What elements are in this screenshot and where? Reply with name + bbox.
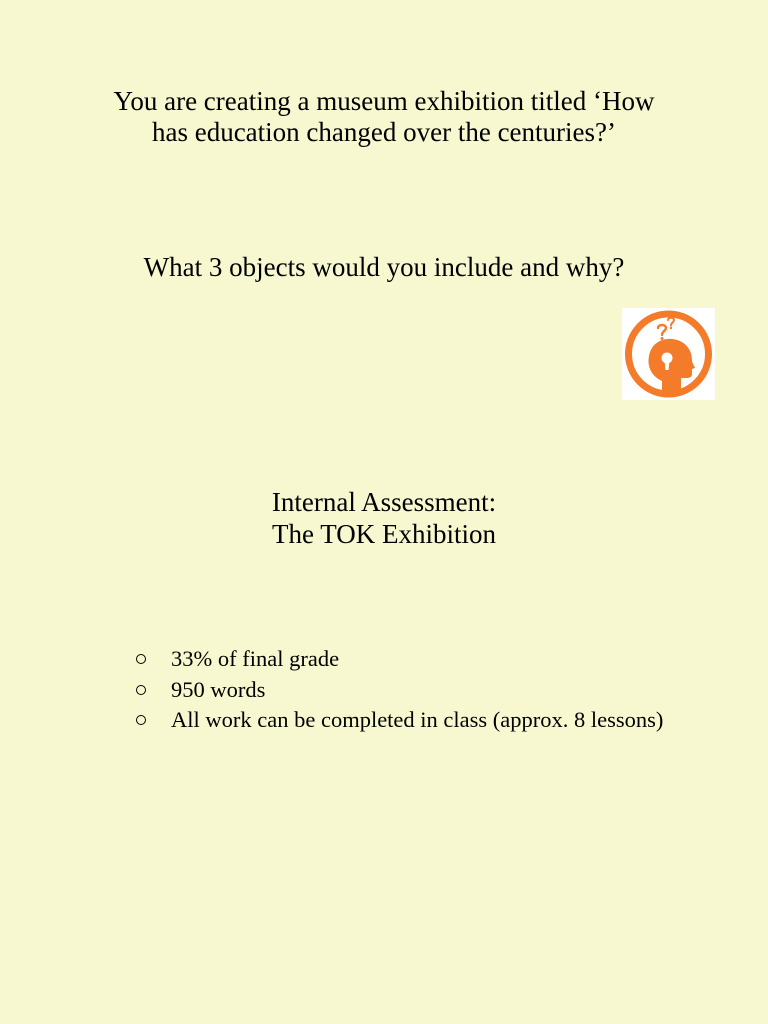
objects-question: What 3 objects would you include and why? xyxy=(143,252,625,282)
list-item-text: 950 words xyxy=(171,676,266,702)
list-item xyxy=(132,644,692,675)
assessment-heading-line-1: Internal Assessment: xyxy=(271,487,497,517)
assessment-heading-line-2: The TOK Exhibition xyxy=(272,519,496,549)
list-item xyxy=(132,705,692,736)
exhibition-prompt xyxy=(0,86,768,148)
assessment-heading xyxy=(0,486,768,550)
bullet-circle-icon xyxy=(136,654,146,664)
exhibition-prompt-line-1: You are creating a museum exhibition titled ‘How xyxy=(113,86,655,116)
exhibition-prompt-line-2: has education changed over the centuries?’ xyxy=(151,117,617,147)
bullet-circle-icon xyxy=(136,685,146,695)
list-item-text: 33% of final grade xyxy=(171,646,340,671)
assessment-details-list xyxy=(132,644,692,736)
bullet-circle-icon xyxy=(136,715,146,725)
list-item xyxy=(132,675,692,706)
list-item-text: All work can be completed in class (approx. 8 lessons) xyxy=(171,707,664,732)
thinking-head-question-icon xyxy=(622,308,715,400)
